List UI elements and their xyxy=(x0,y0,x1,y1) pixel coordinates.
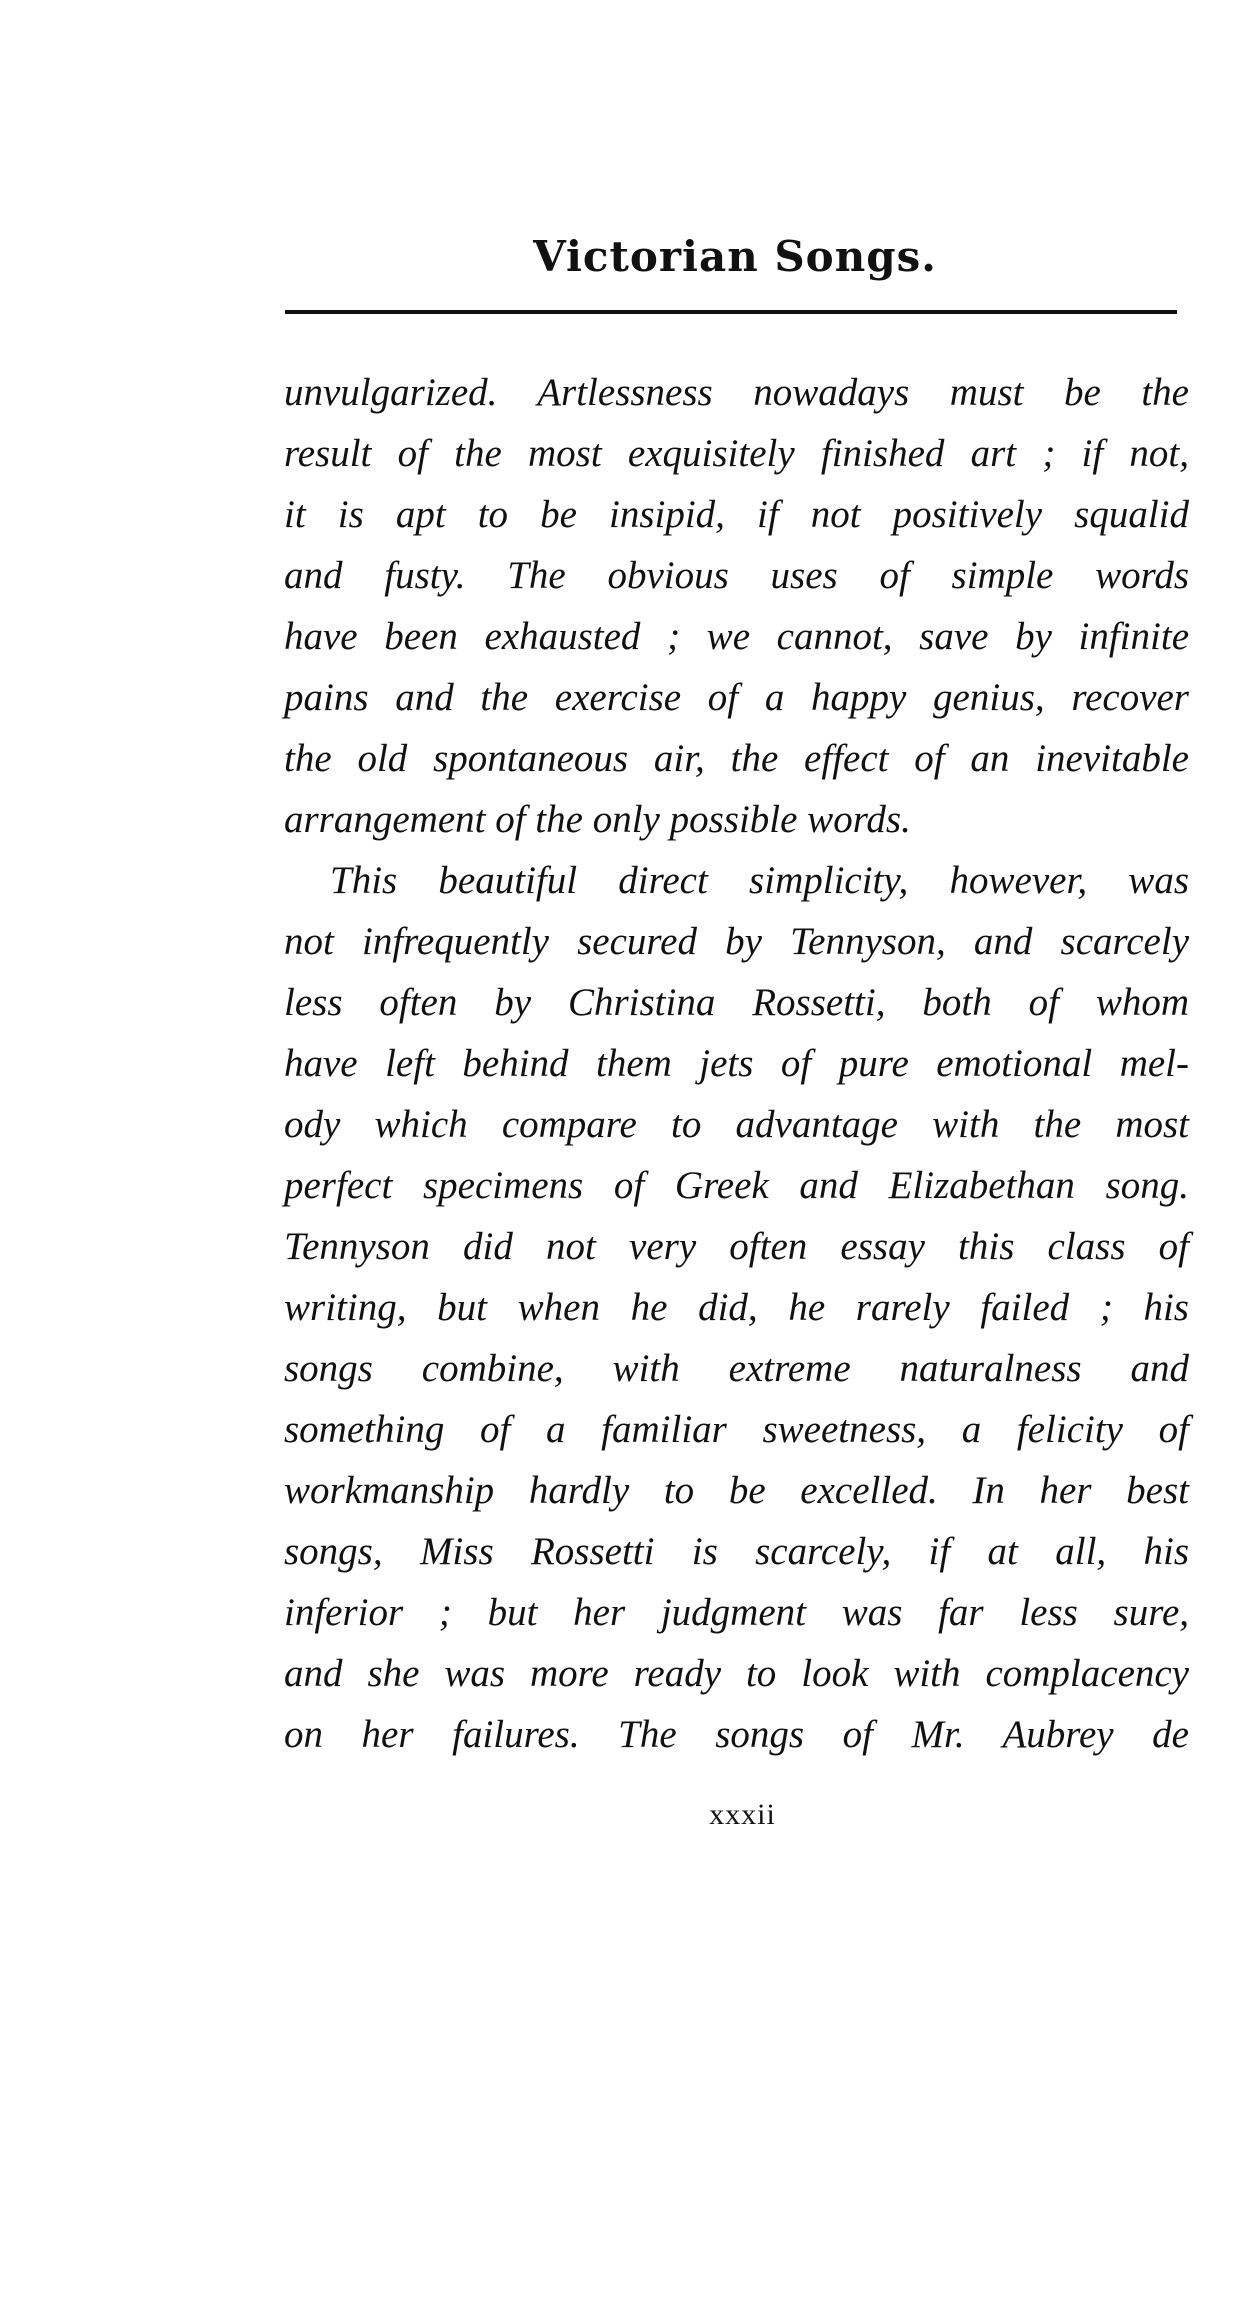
text-line: songs combine, with extreme naturalness and xyxy=(284,1347,1189,1390)
text-line: and she was more ready to look with complacency xyxy=(284,1652,1189,1695)
body-text xyxy=(284,362,1189,1765)
text-line: something of a familiar sweetness, a felicity of xyxy=(284,1408,1189,1451)
text-line: pains and the exercise of a happy genius, recover xyxy=(284,676,1189,719)
text-line: This beautiful direct simplicity, however, was xyxy=(330,859,1189,902)
text-line: ody which compare to advantage with the most xyxy=(284,1103,1189,1146)
paragraph-1 xyxy=(284,362,1189,850)
text-line: and fusty. The obvious uses of simple words xyxy=(284,554,1189,597)
paragraph-2 xyxy=(284,850,1189,1765)
text-line: have been exhausted ; we cannot, save by infinite xyxy=(284,615,1189,658)
text-line: songs, Miss Rossetti is scarcely, if at all, his xyxy=(284,1530,1189,1573)
text-line: unvulgarized. Artlessness nowadays must be the xyxy=(284,371,1189,414)
text-line: workmanship hardly to be excelled. In her best xyxy=(284,1469,1189,1512)
text-line: arrangement of the only possible words. xyxy=(284,798,911,841)
text-line: on her failures. The songs of Mr. Aubrey de xyxy=(284,1713,1189,1756)
text-line: it is apt to be insipid, if not positively squalid xyxy=(284,493,1189,536)
text-line: result of the most exquisitely finished art ; if not, xyxy=(284,432,1189,475)
text-line: the old spontaneous air, the effect of an inevitable xyxy=(284,737,1189,780)
text-line: have left behind them jets of pure emotional mel- xyxy=(284,1042,1189,1085)
running-header: Victorian Songs. xyxy=(533,232,937,281)
header-rule xyxy=(285,310,1177,314)
text-line: perfect specimens of Greek and Elizabethan song. xyxy=(284,1164,1189,1207)
text-line: writing, but when he did, he rarely failed ; his xyxy=(284,1286,1189,1329)
text-line: not infrequently secured by Tennyson, and scarcely xyxy=(284,920,1189,963)
text-line: less often by Christina Rossetti, both of whom xyxy=(284,981,1189,1024)
text-line: Tennyson did not very often essay this class of xyxy=(284,1225,1189,1268)
page-number: xxxii xyxy=(709,1798,776,1831)
text-line: inferior ; but her judgment was far less sure, xyxy=(284,1591,1189,1634)
